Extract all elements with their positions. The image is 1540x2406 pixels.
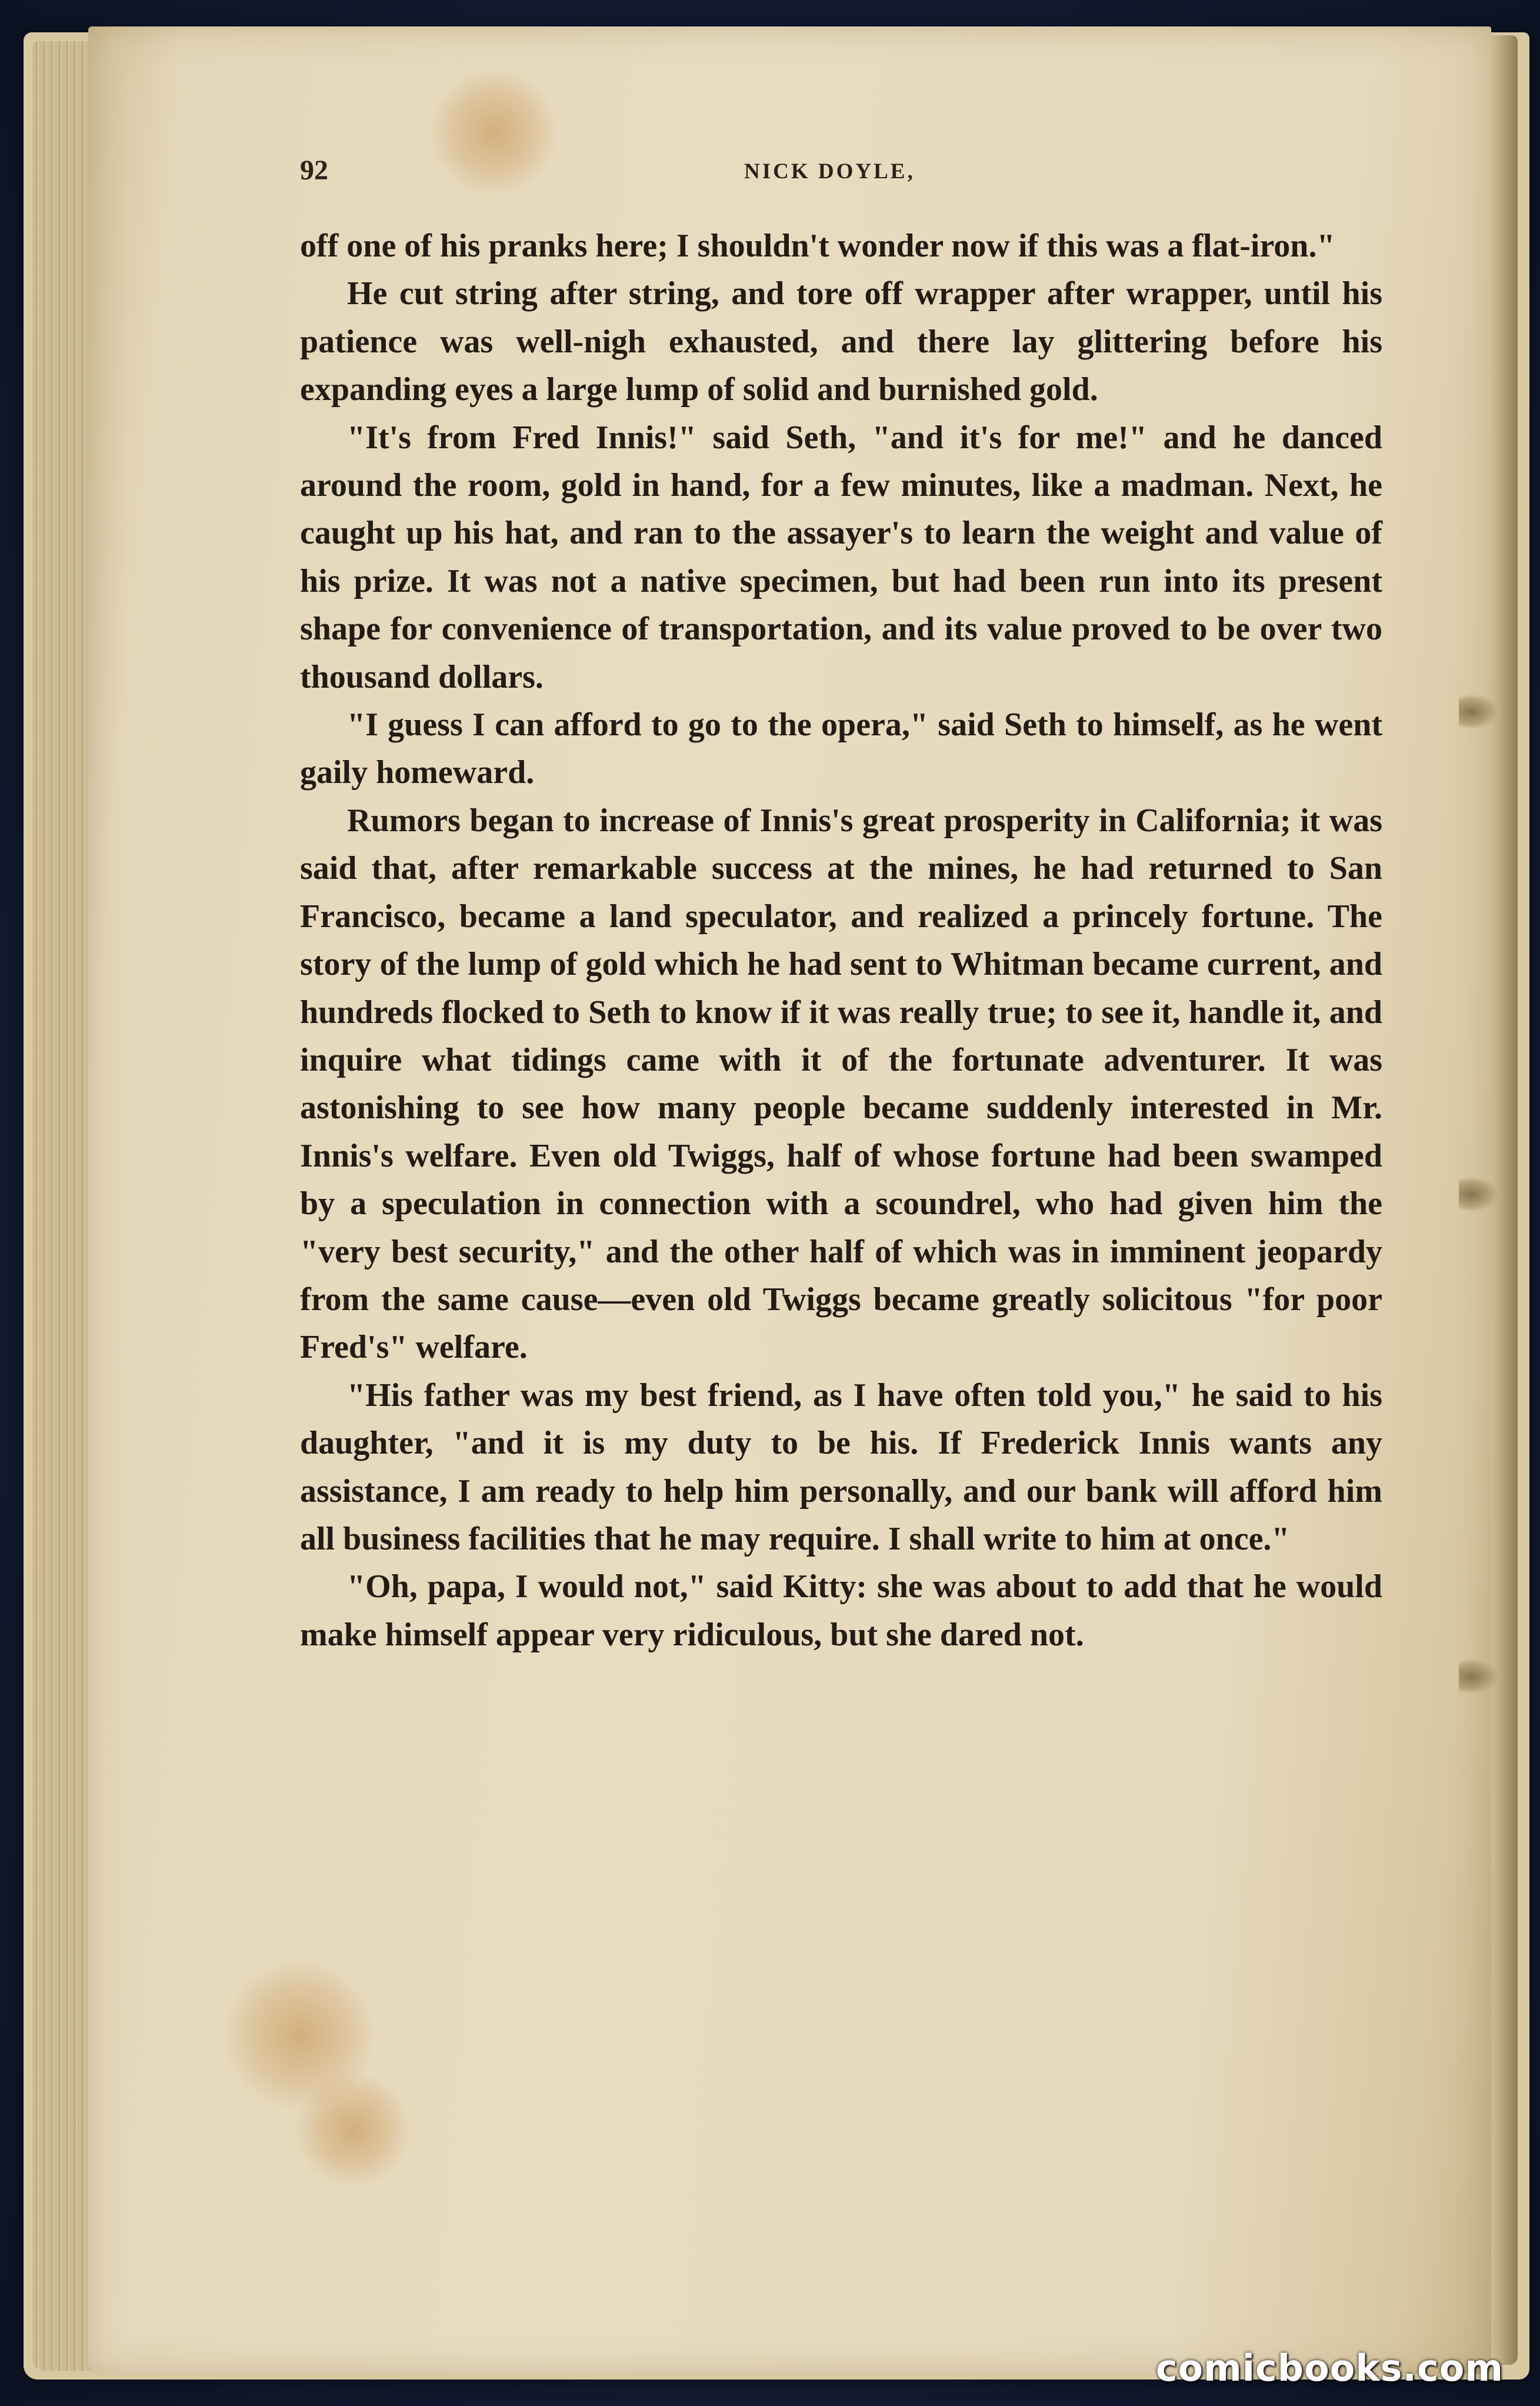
page-tear bbox=[1459, 1659, 1500, 1694]
watermark: comicbooks.com bbox=[1155, 2347, 1504, 2390]
paragraph: off one of his pranks here; I shouldn't wonder now if this was a flat-iron." bbox=[300, 228, 1335, 264]
body-text bbox=[300, 222, 1382, 1659]
paragraph: "I guess I can afford to go to the opera," said Seth to himself, as he went gaily homeward. bbox=[300, 707, 1382, 791]
page-tear bbox=[1459, 1177, 1500, 1212]
paragraph: "It's from Fred Innis!" said Seth, "and it's for me!" and he danced around the room, gold in hand, for a few minutes, like a madman. Next, he caught up his hat, and ran to the assayer's to learn the weight and value of his prize. It was not a native specimen, but had been run into its present shape for convenience of transportation, and its value proved to be over two thousand dollars. bbox=[300, 419, 1382, 695]
paragraph: He cut string after string, and tore off wrapper after wrapper, until his patience was well-nigh exhausted, and there lay glittering before his expanding eyes a large lump of solid and burnished gold. bbox=[300, 275, 1382, 408]
paragraph: Rumors began to increase of Innis's great prosperity in California; it was said that, after remarkable success at the mines, he had returned to San Francisco, became a land speculator, and realized a princely fortune. The story of the lump of gold which he had sent to Whitman became current, and hundreds flocked to Seth to know if it was really true; to see it, handle it, and inquire what tidings came with it of the fortunate adventurer. It was astonishing to see how many people became suddenly interested in Mr. Innis's welfare. Even old Twiggs, half of whose fortune had been swamped by a speculation in connection with a scoundrel, who had given him the "very best security," and the other half of which was in imminent jeopardy from the same cause—even old Twiggs became greatly solicitous "for poor Fred's" welfare. bbox=[300, 802, 1382, 1366]
paragraph: "Oh, papa, I would not," said Kitty: she was about to add that he would make himself appear very ridiculous, but she dared not. bbox=[300, 1568, 1382, 1653]
foxing-stain bbox=[294, 2071, 412, 2188]
paragraph: "His father was my best friend, as I have often told you," he said to his daughter, "and it is my duty to be his. If Frederick Innis wants any assistance, I am ready to help him personally, and our bank will afford him all business facilities that he may require. I shall write to him at once." bbox=[300, 1377, 1382, 1557]
page-number: 92 bbox=[300, 155, 328, 186]
page-tear bbox=[1459, 694, 1500, 729]
page-title: NICK DOYLE, bbox=[744, 159, 915, 184]
running-head bbox=[300, 154, 1406, 189]
